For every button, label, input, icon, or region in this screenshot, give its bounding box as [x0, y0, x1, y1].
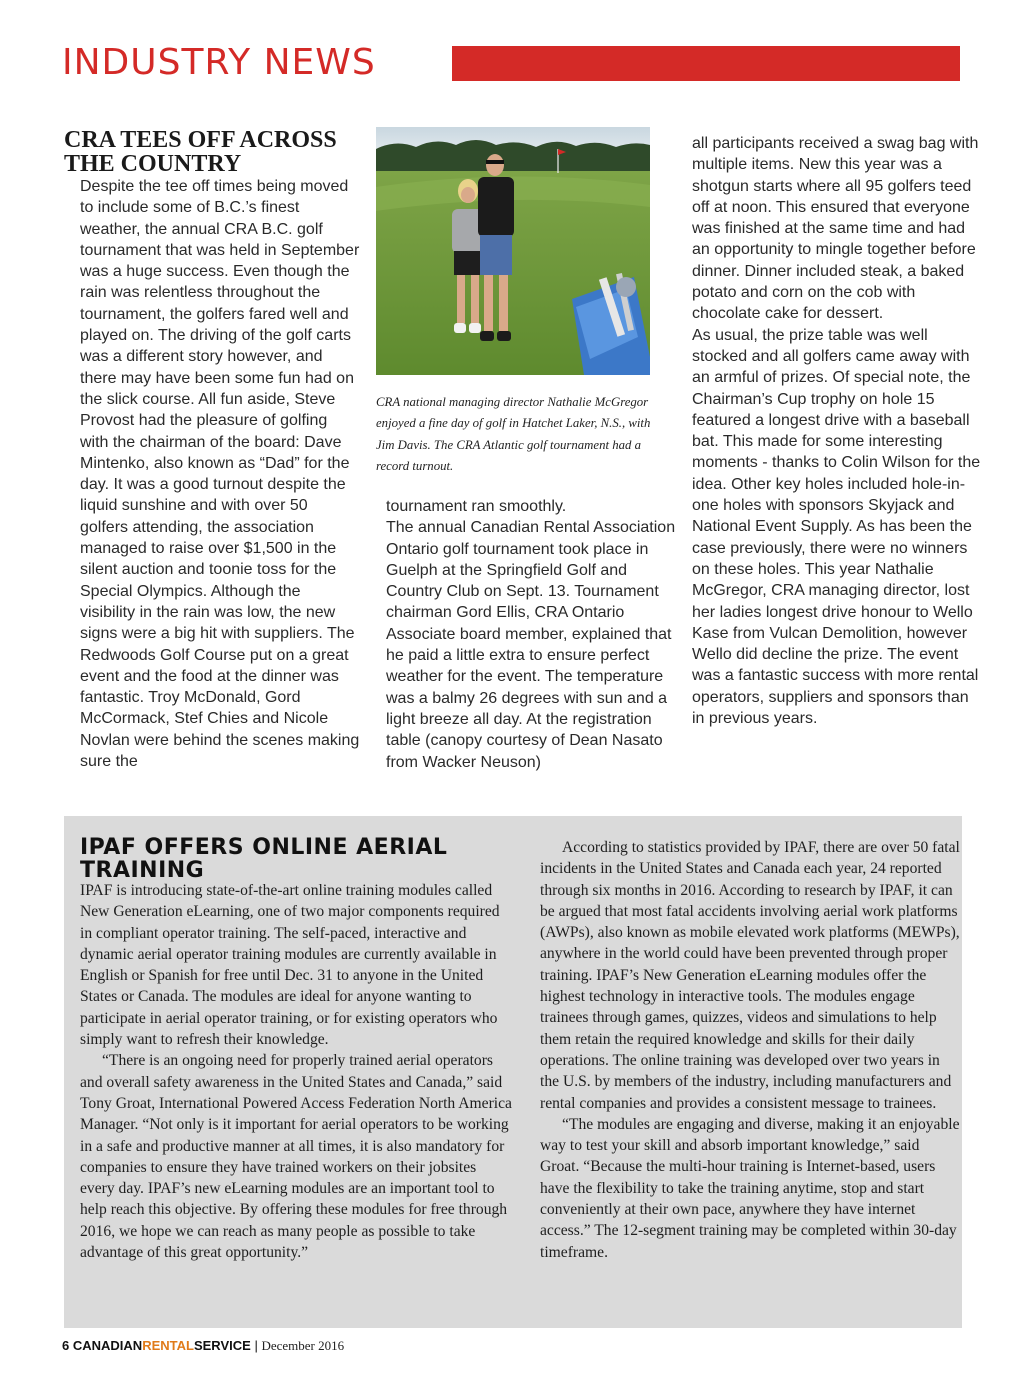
story1-column-1 — [80, 176, 360, 772]
page-number: 6 — [62, 1338, 70, 1353]
photo-caption: CRA national managing director Nathalie McGregor enjoyed a fine day of golf in Hatchet Laker, N.S., with Jim Davis. The CRA Atlantic golf tournament had a record turnout. — [376, 395, 651, 473]
footer-separator: | — [254, 1338, 258, 1353]
story2-col2-paragraph-1: According to statistics provided by IPAF, there are over 50 fatal incidents in the United States and Canada each year, 24 reported through six months in 2016. According to research by IPAF, it can be argued that most fatal accidents involving aerial work platforms (AWPs), also known as mobile elevated work platforms (MEWPs), anywhere in the world could have been prevented through proper training. IPAF’s New Generation eLearning modules offer the highest technology in interactive tools. The modules engage trainees through games, quizzes, videos and simulations to help them retain the required knowledge and skills for their daily operations. The online training was developed over two years in the U.S. by members of the industry, including manufacturers and rental companies and provides a consistent message to trainees. — [540, 839, 960, 1112]
story1-col2-paragraph-1: tournament ran smoothly. — [386, 498, 567, 515]
brand-rental: RENTAL — [142, 1338, 194, 1353]
story2-column-1 — [80, 880, 512, 1263]
story2-col1-paragraph-1: IPAF is introducing state-of-the-art online training modules called New Generation eLearning, one of two major components required in compliant operator training. The self-paced, interactive and dynamic aerial operator training modules are currently available in English or Spanish for free until Dec. 31 to anyone in the United States or Canada. The modules are ideal for anyone wanting to participate in aerial operator training, or for existing operators who simply want to refresh their knowledge. — [80, 882, 500, 1049]
story2-col2-paragraph-2: “The modules are engaging and diverse, making it an enjoyable way to test your skill and absorb important knowledge,” said Groat. “Because the multi-hour training is Internet-based, users have the flexibility to take the training anytime, stop and start conveniently at their own pace, anywhere they have internet access.” The 12-segment training may be completed within 30-day timeframe. — [540, 1115, 960, 1261]
story2-column-2 — [540, 837, 960, 1263]
story1-col3-paragraph-1: all participants received a swag bag with multiple items. New this year was a shotgun starts where all 95 golfers teed off at noon. This ensured that everyone was finished at the same time and had an opportunity to mingle together before dinner. Dinner included steak, a baked potato and corn on the cob with chocolate cake for dessert. — [692, 135, 979, 323]
issue-date: December 2016 — [261, 1338, 345, 1353]
section-title-bar — [452, 46, 960, 81]
golf-photo-illustration — [376, 127, 650, 375]
page-footer — [62, 1336, 344, 1356]
section-header — [62, 40, 962, 84]
story1-column-3 — [692, 133, 982, 729]
brand-canadian: CANADIAN — [72, 1338, 143, 1353]
story1-column-2 — [386, 496, 676, 773]
section-title: INDUSTRY NEWS — [62, 42, 376, 83]
story1-col1-paragraph: Despite the tee off times being moved to include some of B.C.’s finest weather, the annual CRA B.C. golf tournament that was held in September was a huge success. Even though the rain was relentless throughout the tournament, the golfers fared well and played on. The driving of the golf carts was a different story however, and there may have been some fun had on the slick course. All fun aside, Steve Provost had the pleasure of golfing with the chairman of the board: Dave Mintenko, also known as “Dad” for the day. It was a good turnout despite the liquid sunshine and with over 50 golfers attending, the association managed to raise over $1,500 in the silent auction and toonie toss for the Special Olympics. Although the visibility in the rain was low, the new signs were a big hit with suppliers. The Redwoods Golf Course put on a great event and the food at the dinner was fantastic. Troy McDonald, Gord McCormack, Stef Chies and Nicole Novlan were behind the scenes making sure the — [80, 178, 360, 771]
golf-photo — [376, 127, 650, 375]
brand-service: SERVICE — [193, 1338, 251, 1353]
story2-col1-paragraph-2: “There is an ongoing need for properly trained aerial operators and overall safety awareness in the United States and Canada,” said Tony Groat, International Powered Access Federation North America Manager. “Not only is it important for aerial operators to be working in a safe and productive manner at all times, it is also mandatory for companies to ensure they have trained workers on their jobsites every day. IPAF’s new eLearning modules are an important tool to help reach this objective. By offering these modules for free through 2016, we hope we can reach as many people as possible to take advantage of this great opportunity.” — [80, 1052, 512, 1262]
story1-col2-paragraph-2: The annual Canadian Rental Association Ontario golf tournament took place in Guelph at the Springfield Golf and Country Club on Sept. 13. Tournament chairman Gord Ellis, CRA Ontario Associate board member, explained that he paid a little extra to ensure perfect weather for the event. The temperature was a balmy 26 degrees with sun and a light breeze all day. At the registration table (canopy courtesy of Dean Nasato from Wacker Neuson) — [386, 519, 676, 771]
story2-headline: IPAF OFFERS ONLINE AERIAL TRAINING — [80, 835, 448, 883]
story1-headline: CRA TEES OFF ACROSS THE COUNTRY — [64, 127, 337, 177]
story1-col3-paragraph-2: As usual, the prize table was well stocked and all golfers came away with an armful of prizes. Of special note, the Chairman’s Cup trophy on hole 15 featured a longest drive with a baseball bat. This made for some interesting moments - thanks to Colin Wilson for the idea. Other key holes included hole-in-one holes with sponsors Skyjack and National Event Supply. As has been the case previously, there were no winners on these holes. This year Nathalie McGregor, CRA managing director, lost her ladies longest drive honour to Wello Kase from Vulcan Demolition, however Wello did decline the prize. The event was a fantastic success with more rental operators, suppliers and sponsors than in previous years. — [692, 326, 981, 728]
